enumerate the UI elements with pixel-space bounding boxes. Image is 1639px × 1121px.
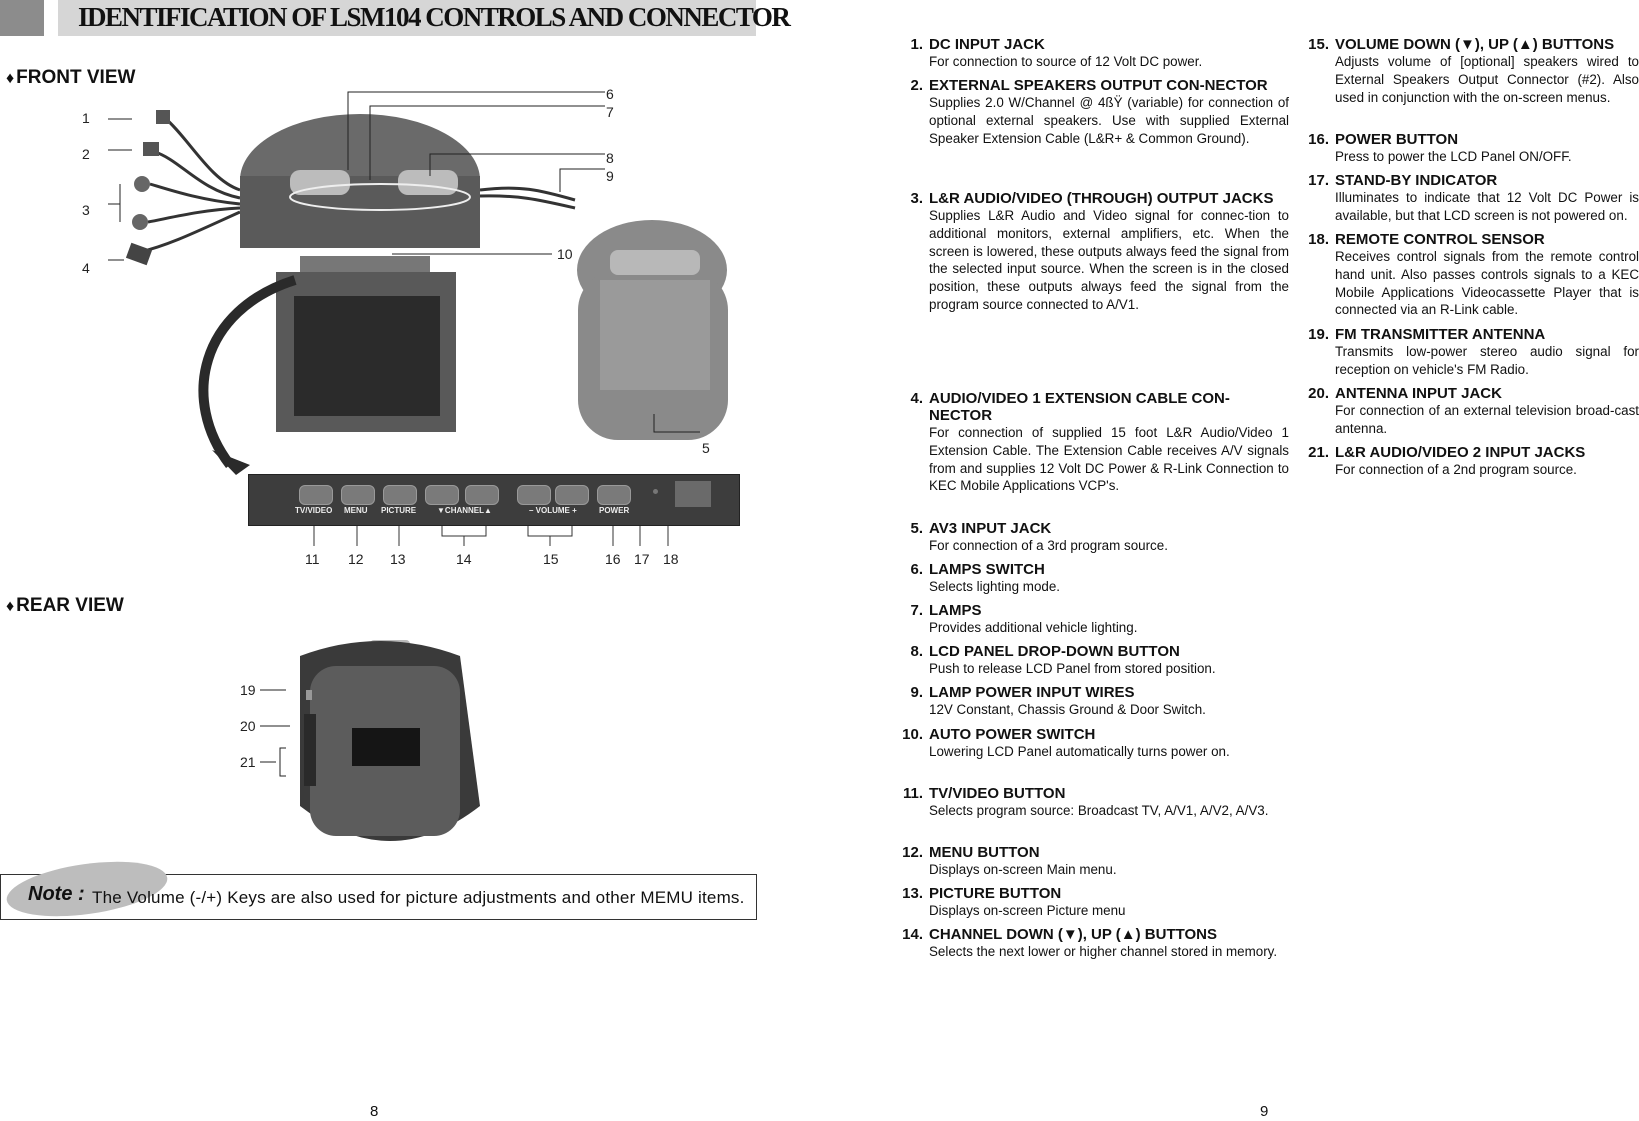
diamond-icon: ♦ bbox=[6, 70, 15, 87]
item-description: Receives control signals from the remote control hand unit. Also passes controls signals to a KEC Mobile Applications Videocassette Player that is connected via an R-Link cable. bbox=[1335, 249, 1639, 318]
callout-21: 21 bbox=[240, 754, 256, 770]
list-item bbox=[1308, 385, 1639, 438]
item-number: 9. bbox=[910, 684, 923, 701]
callout-19: 19 bbox=[240, 682, 256, 698]
list-item bbox=[910, 561, 1289, 596]
item-description: For connection of supplied 15 foot L&R Audio/Video 1 Extension Cable. The Extension Cable receives A/V signals from and supplies 12 Volt DC Power & R-Link Connection to KEC Mobile Applications VCP's. bbox=[929, 425, 1289, 494]
item-title: LAMP POWER INPUT WIRES bbox=[929, 684, 1135, 701]
item-title: VOLUME DOWN (▼), UP (▲) BUTTONS bbox=[1335, 36, 1615, 53]
item-title: DC INPUT JACK bbox=[929, 36, 1045, 53]
item-title: LAMPS bbox=[929, 602, 982, 619]
callout-3: 3 bbox=[82, 202, 90, 218]
item-number: 11. bbox=[902, 785, 923, 802]
list-item bbox=[910, 602, 1289, 637]
item-description: Supplies 2.0 W/Channel @ 4ßŸ (variable) for connection of optional external speakers. Use with supplied External Speaker Extension Cable (L&R+ & Common Ground). bbox=[929, 95, 1289, 146]
item-description: Illuminates to indicate that 12 Volt DC Power is available, but that LCD screen is not powered on. bbox=[1335, 190, 1639, 223]
note-label: Note : bbox=[28, 883, 85, 905]
callout-7: 7 bbox=[606, 104, 614, 120]
item-number: 20. bbox=[1308, 385, 1329, 402]
item-number: 15. bbox=[1308, 36, 1329, 53]
item-number: 13. bbox=[902, 885, 923, 902]
item-number: 12. bbox=[902, 844, 923, 861]
list-item bbox=[1308, 231, 1639, 319]
menu-key-label: MENU bbox=[344, 506, 368, 515]
callout-8: 8 bbox=[606, 150, 614, 166]
item-description: Adjusts volume of [optional] speakers wired to External Speakers Output Connector (#2). Also used in conjunction with the on-screen menus. bbox=[1335, 54, 1639, 105]
item-description: Supplies L&R Audio and Video signal for connec-tion to additional monitors, external amplifiers, etc. When the screen is lowered, these outputs always feed the signal from the selected input source. When the screen is in the closed position, these outputs always feed the signal from the program source connected to A/V1. bbox=[929, 208, 1289, 312]
list-item bbox=[910, 390, 1289, 495]
strip-callout-lines bbox=[300, 524, 680, 554]
volume-up-key bbox=[555, 485, 589, 505]
item-description: Provides additional vehicle lighting. bbox=[929, 620, 1138, 635]
picture-key bbox=[383, 485, 417, 505]
item-title: AUDIO/VIDEO 1 EXTENSION CABLE CON-NECTOR bbox=[929, 390, 1230, 424]
item-description: Push to release LCD Panel from stored position. bbox=[929, 661, 1216, 676]
list-item bbox=[910, 190, 1289, 314]
page-title: IDENTIFICATION OF LSM104 CONTROLS AND CONNECTOR bbox=[78, 2, 790, 32]
note-text: The Volume (-/+) Keys are also used for picture adjustments and other MEMU items. bbox=[92, 888, 745, 907]
page-number-right: 9 bbox=[1260, 1103, 1269, 1120]
list-item bbox=[902, 926, 1289, 961]
callout-10: 10 bbox=[557, 246, 573, 262]
callout-17: 17 bbox=[634, 551, 650, 567]
callout-16: 16 bbox=[605, 551, 621, 567]
picture-key-label: PICTURE bbox=[381, 506, 417, 515]
tv-video-key bbox=[299, 485, 333, 505]
list-item bbox=[910, 36, 1289, 71]
volume-down-key bbox=[517, 485, 551, 505]
item-description: For connection of a 2nd program source. bbox=[1335, 462, 1577, 477]
item-number: 4. bbox=[910, 390, 923, 407]
item-number: 21. bbox=[1308, 444, 1329, 461]
item-title: EXTERNAL SPEAKERS OUTPUT CON-NECTOR bbox=[929, 77, 1268, 94]
item-title: FM TRANSMITTER ANTENNA bbox=[1335, 326, 1546, 343]
power-key-label: POWER bbox=[599, 506, 630, 515]
item-number: 17. bbox=[1308, 172, 1329, 189]
item-title: AUTO POWER SWITCH bbox=[929, 726, 1096, 743]
power-key bbox=[597, 485, 631, 505]
callout-1: 1 bbox=[82, 110, 90, 126]
callout-13: 13 bbox=[390, 551, 406, 567]
item-number: 2. bbox=[910, 77, 923, 94]
item-title: L&R AUDIO/VIDEO (THROUGH) OUTPUT JACKS bbox=[929, 190, 1274, 207]
list-item bbox=[1308, 326, 1639, 379]
list-item bbox=[1308, 172, 1639, 225]
list-item bbox=[1308, 36, 1639, 106]
page-number-left: 8 bbox=[370, 1103, 379, 1120]
menu-key bbox=[341, 485, 375, 505]
list-item bbox=[910, 643, 1289, 678]
remote-sensor bbox=[675, 481, 711, 507]
item-description: Lowering LCD Panel automatically turns power on. bbox=[929, 744, 1230, 759]
item-number: 18. bbox=[1308, 231, 1329, 248]
front-view-heading: ♦ FRONT VIEW bbox=[6, 67, 136, 88]
tv-video-key-label: TV/VIDEO bbox=[295, 506, 333, 515]
item-number: 6. bbox=[910, 561, 923, 578]
list-item bbox=[910, 520, 1289, 555]
item-description: For connection of an external television broad-cast antenna. bbox=[1335, 403, 1639, 436]
item-number: 7. bbox=[910, 602, 923, 619]
channel-down-key bbox=[425, 485, 459, 505]
header-block bbox=[0, 0, 44, 36]
callout-6: 6 bbox=[606, 86, 614, 102]
callout-18: 18 bbox=[663, 551, 679, 567]
channel-up-key bbox=[465, 485, 499, 505]
item-description: Selects the next lower or higher channel stored in memory. bbox=[929, 944, 1278, 959]
callout-2: 2 bbox=[82, 146, 90, 162]
list-item bbox=[902, 785, 1289, 820]
rear-view-diagram bbox=[230, 636, 490, 864]
item-number: 3. bbox=[910, 190, 923, 207]
item-title: LAMPS SWITCH bbox=[929, 561, 1045, 578]
item-number: 10. bbox=[902, 726, 923, 743]
item-title: TV/VIDEO BUTTON bbox=[929, 785, 1066, 802]
item-title: POWER BUTTON bbox=[1335, 131, 1459, 148]
item-title: AV3 INPUT JACK bbox=[929, 520, 1052, 537]
list-item bbox=[1308, 444, 1639, 479]
callout-9: 9 bbox=[606, 168, 614, 184]
diamond-icon: ♦ bbox=[6, 598, 15, 615]
item-description: For connection to source of 12 Volt DC power. bbox=[929, 54, 1203, 69]
list-item bbox=[910, 77, 1289, 147]
volume-key-label: – VOLUME + bbox=[529, 506, 577, 515]
standby-indicator bbox=[653, 489, 658, 494]
list-item bbox=[902, 844, 1289, 879]
item-description: Selects lighting mode. bbox=[929, 579, 1061, 594]
item-description: Displays on-screen Main menu. bbox=[929, 862, 1117, 877]
list-item bbox=[1308, 131, 1639, 166]
list-item bbox=[902, 726, 1289, 761]
item-number: 1. bbox=[910, 36, 923, 53]
item-title: MENU BUTTON bbox=[929, 844, 1040, 861]
item-title: LCD PANEL DROP-DOWN BUTTON bbox=[929, 643, 1180, 660]
item-number: 8. bbox=[910, 643, 923, 660]
callout-12: 12 bbox=[348, 551, 364, 567]
callout-20: 20 bbox=[240, 718, 256, 734]
item-number: 14. bbox=[902, 926, 923, 943]
item-title: ANTENNA INPUT JACK bbox=[1335, 385, 1502, 402]
item-number: 19. bbox=[1308, 326, 1329, 343]
list-item bbox=[902, 885, 1289, 920]
item-description: Transmits low-power stereo audio signal for reception on vehicle's FM Radio. bbox=[1335, 344, 1639, 377]
callout-14: 14 bbox=[456, 551, 472, 567]
rear-view-heading: ♦ REAR VIEW bbox=[6, 595, 124, 616]
item-number: 5. bbox=[910, 520, 923, 537]
callout-4: 4 bbox=[82, 260, 90, 276]
control-button-strip bbox=[248, 474, 740, 526]
item-description: For connection of a 3rd program source. bbox=[929, 538, 1168, 553]
callout-15: 15 bbox=[543, 551, 559, 567]
callout-5: 5 bbox=[702, 440, 710, 456]
item-description: Displays on-screen Picture menu bbox=[929, 903, 1126, 918]
callout-11: 11 bbox=[305, 551, 320, 567]
list-item bbox=[910, 684, 1289, 719]
item-title: L&R AUDIO/VIDEO 2 INPUT JACKS bbox=[1335, 444, 1586, 461]
item-title: PICTURE BUTTON bbox=[929, 885, 1062, 902]
item-title: STAND-BY INDICATOR bbox=[1335, 172, 1498, 189]
item-description: Selects program source: Broadcast TV, A/V1, A/V2, A/V3. bbox=[929, 803, 1269, 818]
item-description: 12V Constant, Chassis Ground & Door Switch. bbox=[929, 702, 1206, 717]
item-description: Press to power the LCD Panel ON/OFF. bbox=[1335, 149, 1572, 164]
item-number: 16. bbox=[1308, 131, 1329, 148]
item-title: CHANNEL DOWN (▼), UP (▲) BUTTONS bbox=[929, 926, 1218, 943]
channel-key-label: ▼CHANNEL▲ bbox=[437, 506, 492, 515]
item-title: REMOTE CONTROL SENSOR bbox=[1335, 231, 1545, 248]
